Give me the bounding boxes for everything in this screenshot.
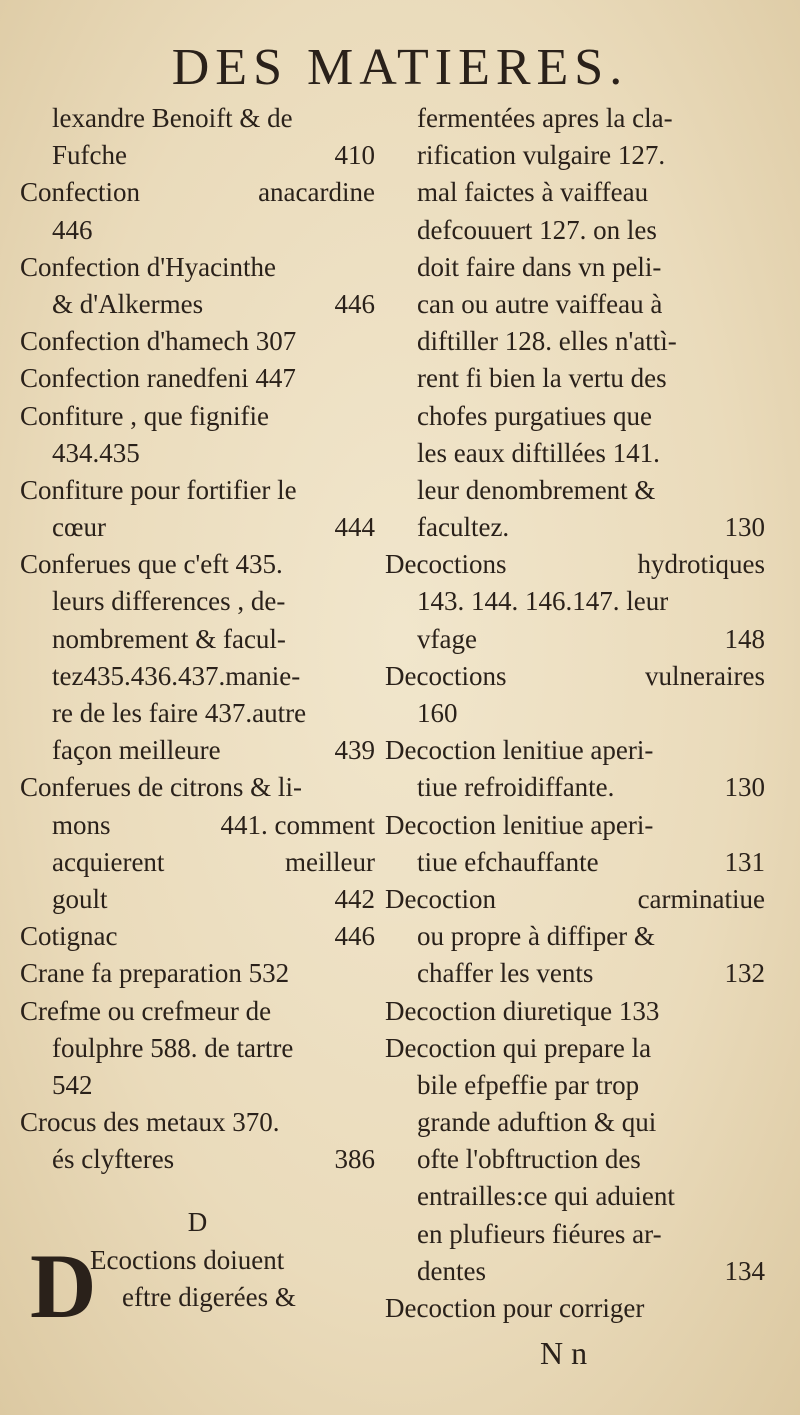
index-line: mal faictes à vaiffeau (417, 177, 649, 208)
index-line: Crefme ou crefmeur de (20, 995, 272, 1026)
index-line: Confiture pour fortifier le (20, 474, 297, 505)
index-line: Confiture , que fignifie (20, 400, 269, 431)
index-line: nombrement & facul- (52, 623, 286, 654)
index-line: leurs differences , de- (52, 586, 286, 617)
entry-text: vulneraires (645, 660, 765, 691)
index-line: en plufieurs fiéures ar- (417, 1218, 662, 1249)
index-entry (20, 881, 375, 918)
index-line: tez435.436.437.manie- (52, 660, 301, 691)
entry-text: facultez. (417, 512, 510, 543)
index-line: Decoction qui prepare la (385, 1032, 652, 1063)
entry-text: chaffer les vents (417, 958, 594, 989)
index-entry (20, 509, 375, 546)
index-line: Conferues que c'eft 435. (20, 549, 283, 580)
index-line: chofes purgatiues que (417, 400, 652, 431)
signature-mark: N n (540, 1335, 588, 1371)
entry-text: Fufche (52, 140, 127, 171)
index-entry (385, 621, 765, 658)
index-line: Conferues de citrons & li- (20, 772, 302, 803)
index-entry (385, 769, 765, 806)
entry-text: Cotignac (20, 921, 118, 952)
page-number: 446 (334, 921, 375, 952)
index-line: entrailles:ce qui aduient (417, 1181, 675, 1212)
index-column-left (20, 100, 375, 1337)
entry-text: Decoction (385, 883, 496, 914)
entry-text: dentes (417, 1255, 486, 1286)
entry-text: tiue refroidiffante. (417, 772, 615, 803)
index-entry (385, 881, 765, 918)
index-line: re de les faire 437.autre (52, 698, 307, 728)
entry-text: & d'Alkermes (52, 288, 204, 319)
index-column-right (385, 100, 765, 1327)
entry-text: hydrotiques (637, 549, 765, 580)
index-line: eftre digerées & (122, 1281, 296, 1312)
page-number: 132 (724, 958, 765, 989)
entry-text: carminatiue (637, 883, 765, 914)
index-line: bile efpeffie par trop (417, 1069, 640, 1100)
index-entry (20, 1141, 375, 1178)
index-line: rent fi bien la vertu des (417, 363, 667, 394)
index-line: Confection ranedfeni 447 (20, 363, 296, 394)
index-line: grande aduftion & qui (417, 1107, 657, 1138)
index-line: Confection d'Hyacinthe (20, 251, 277, 282)
index-line: can ou autre vaiffeau à (417, 288, 663, 319)
index-entry (20, 174, 375, 211)
section-letter: D (187, 1207, 208, 1238)
section-start (20, 1234, 375, 1337)
index-line: doit faire dans vn peli- (417, 251, 662, 282)
index-line: foulphre 588. de tartre (52, 1032, 294, 1063)
index-entry (20, 918, 375, 955)
index-line: lexandre Benoift & de (52, 103, 293, 133)
index-entry (385, 1253, 765, 1290)
index-line: Crocus des metaux 370. (20, 1107, 280, 1138)
index-line: les eaux diftillées 141. (417, 437, 660, 468)
page-number: 446 (334, 288, 375, 319)
index-line: ofte l'obftruction des (417, 1144, 641, 1175)
page-number: 130 (724, 772, 765, 803)
index-entry (385, 546, 765, 583)
page-number: 134 (724, 1255, 765, 1286)
index-line: fermentées apres la cla- (417, 103, 673, 133)
index-entry (20, 732, 375, 769)
page-number: 130 (724, 512, 765, 543)
index-entry (385, 955, 765, 992)
page-number: 442 (334, 883, 375, 914)
entry-text: és clyfteres (52, 1144, 175, 1175)
index-line: defcouuert 127. on les (417, 214, 657, 245)
page-number: 542 (52, 1069, 93, 1100)
index-line: leur denombrement & (417, 474, 656, 505)
entry-text: 441. comment (220, 809, 375, 840)
page-number: 160 (417, 698, 458, 728)
index-line: Decoction lenitiue aperi- (385, 735, 654, 766)
index-entry (20, 807, 375, 844)
index-line: diftiller 128. elles n'attì- (417, 326, 677, 357)
page-number: 446 (52, 214, 93, 245)
entry-text: Decoctions (385, 660, 507, 691)
index-line: 143. 144. 146.147. leur (417, 586, 669, 617)
drop-cap: D (30, 1234, 97, 1337)
index-line: rification vulgaire 127. (417, 140, 666, 171)
page-number: 386 (334, 1144, 375, 1175)
page-number: 434.435 (52, 437, 140, 468)
entry-text: acquierent (52, 846, 165, 877)
page-number: 148 (724, 623, 765, 654)
index-line: ou propre à diffiper & (417, 921, 655, 952)
entry-text: mons (52, 809, 111, 840)
entry-text: tiue efchauffante (417, 846, 599, 877)
index-entry (20, 844, 375, 881)
index-line: Decoction lenitiue aperi- (385, 809, 654, 840)
page-header: DES MATIERES. (171, 39, 629, 96)
entry-text: façon meilleure (52, 735, 221, 766)
index-entry (20, 137, 375, 174)
entry-text: cœur (52, 512, 106, 543)
index-entry (20, 286, 375, 323)
entry-text: vfage (417, 623, 477, 654)
index-entry (385, 844, 765, 881)
index-line: Confection d'hamech 307 (20, 326, 297, 357)
entry-text: goult (52, 883, 108, 914)
index-line: Decoction pour corriger (385, 1293, 645, 1323)
index-line: Ecoctions doiuent (90, 1244, 285, 1275)
page-number: 439 (334, 735, 375, 766)
index-entry (385, 509, 765, 546)
dropcap-text (90, 1242, 375, 1316)
entry-text: Decoctions (385, 549, 507, 580)
page-number: 410 (334, 140, 375, 171)
index-entry (385, 658, 765, 695)
index-line: Decoction diuretique 133 (385, 995, 660, 1026)
page-number: 444 (334, 512, 375, 543)
entry-text: Confection (20, 177, 140, 208)
index-line: Crane fa preparation 532 (20, 958, 290, 989)
entry-text: anacardine (258, 177, 375, 208)
entry-text: meilleur (285, 846, 375, 877)
page-number: 131 (724, 846, 765, 877)
